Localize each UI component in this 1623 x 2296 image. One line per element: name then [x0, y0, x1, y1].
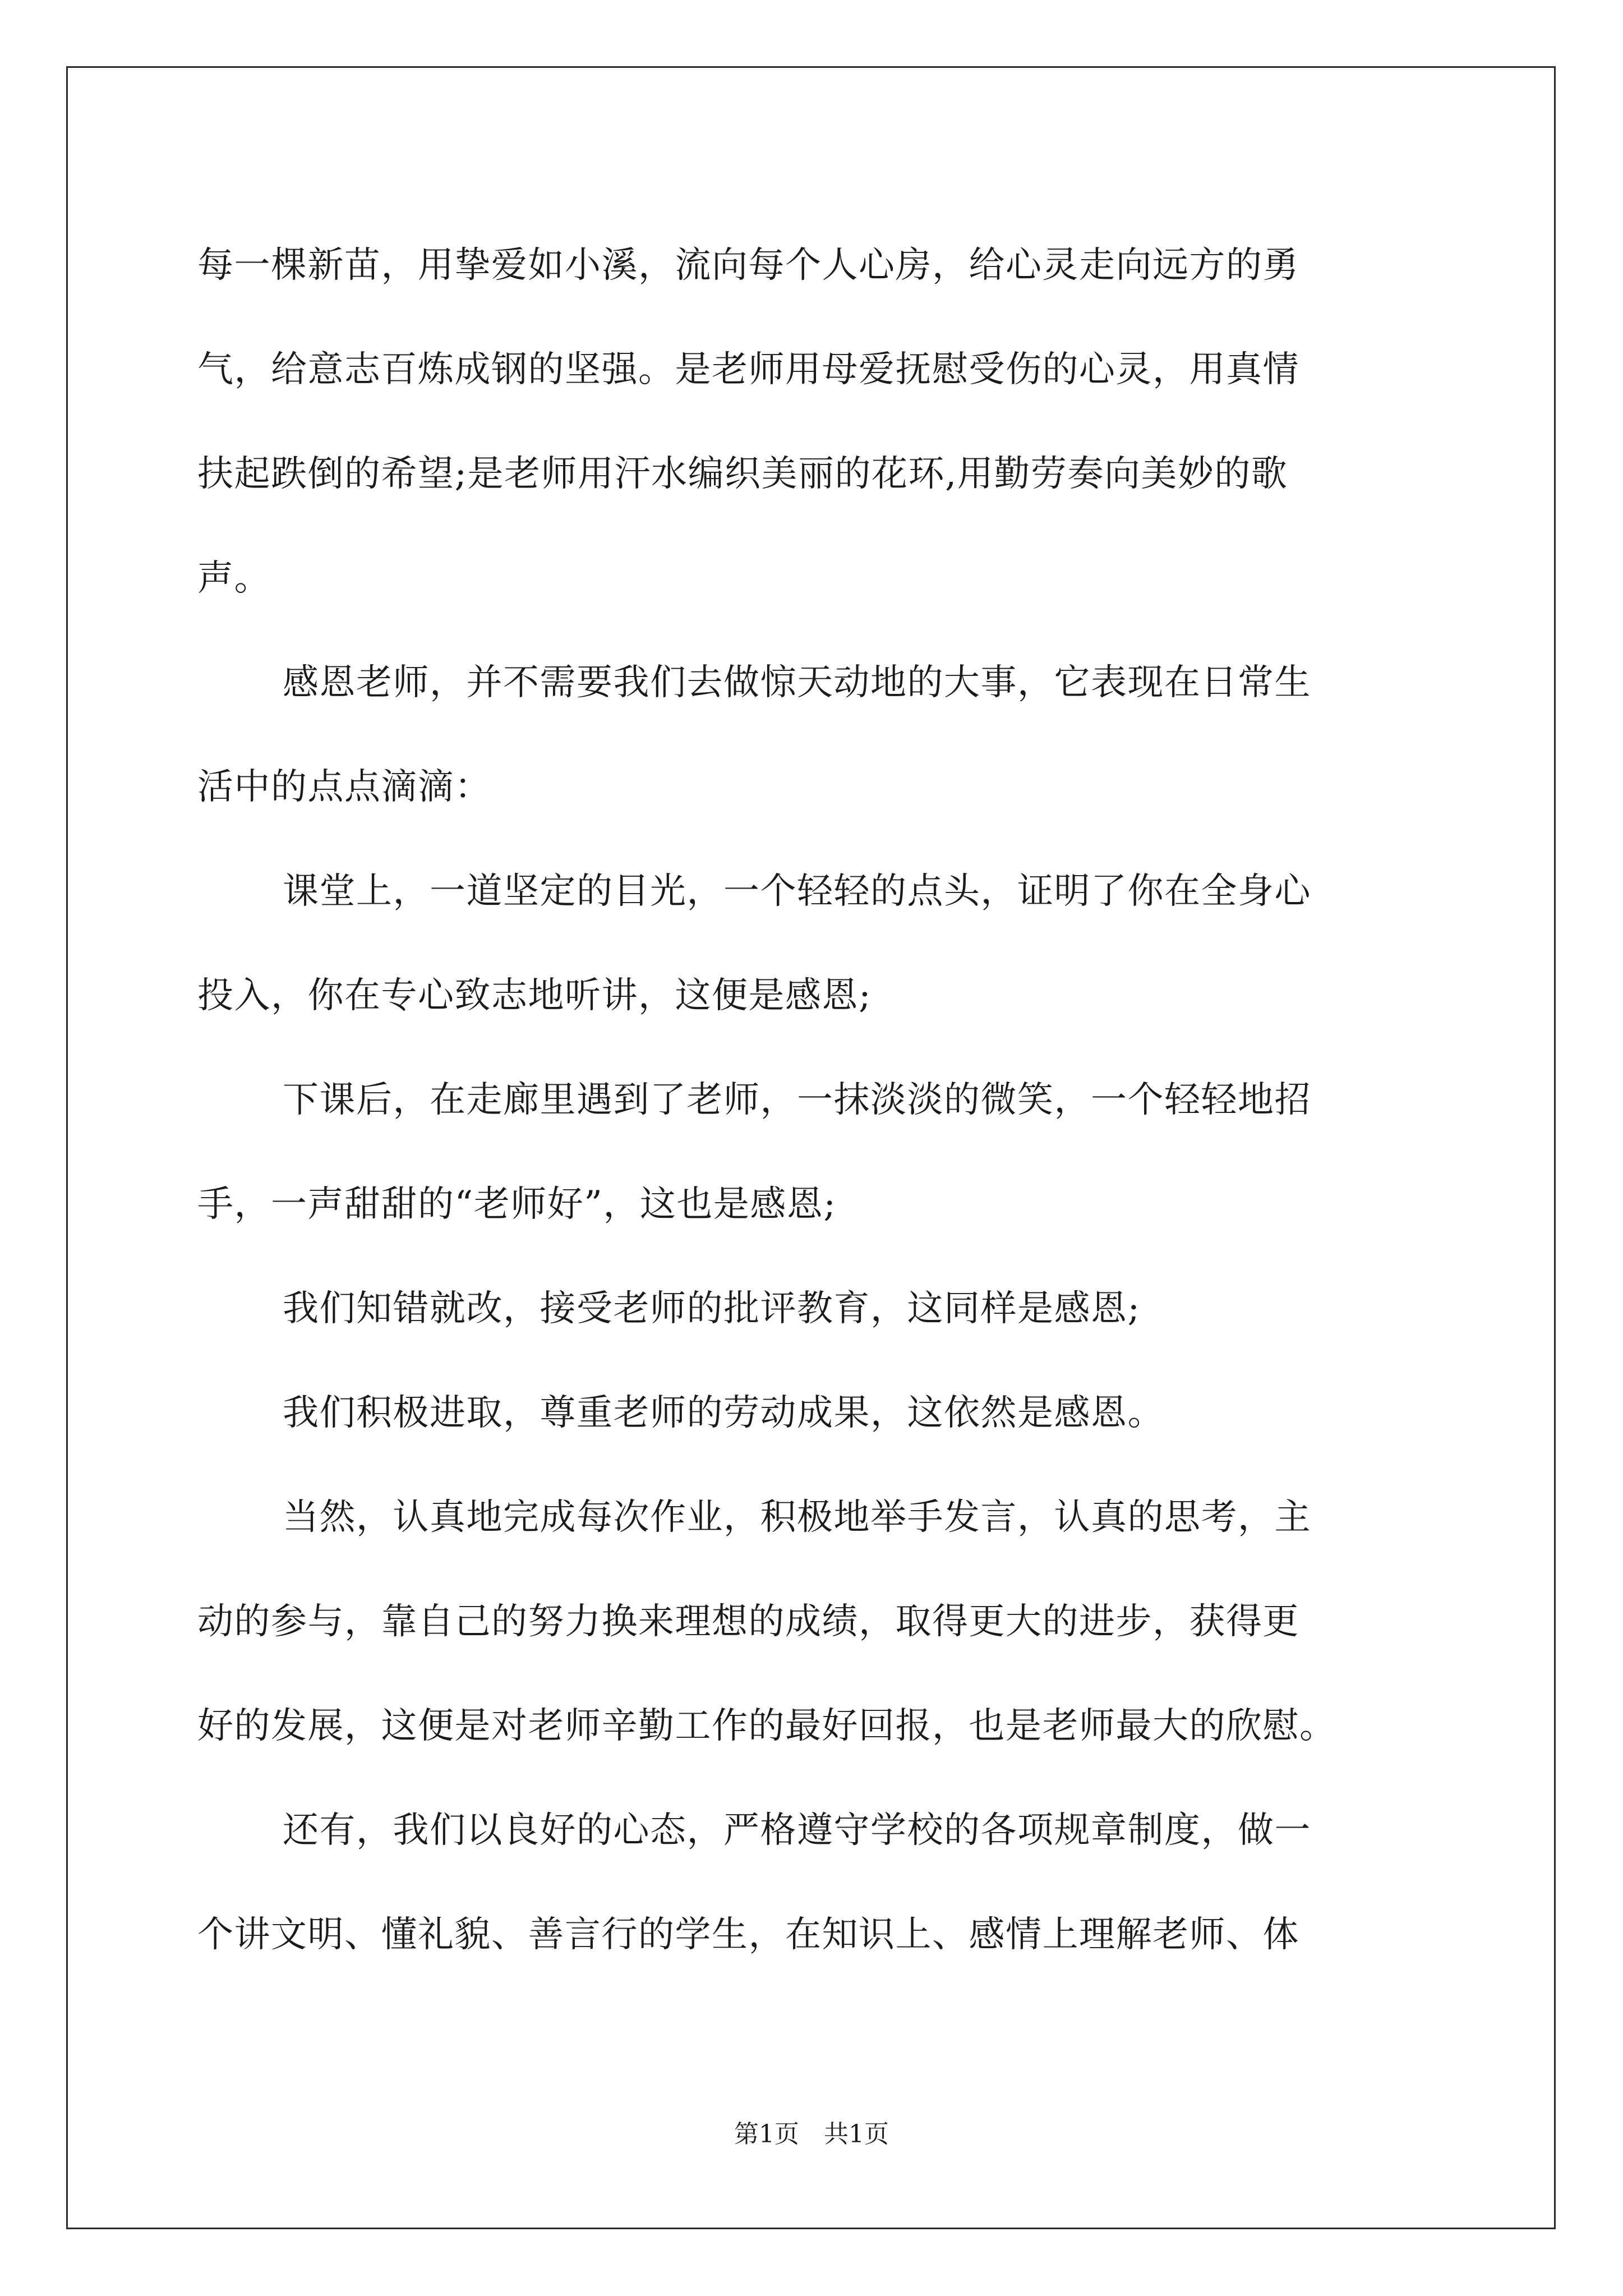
text-line-10: 手，一声甜甜的“老师好”，这也是感恩;	[197, 1184, 837, 1225]
text-line-12: 我们积极进取，尊重老师的劳动成果，这依然是感恩。	[283, 1392, 1164, 1434]
text-line-9: 下课后，在走廊里遇到了老师，一抹淡淡的微笑，一个轻轻地招	[283, 1079, 1311, 1121]
text-line-8: 投入，你在专心致志地听讲，这便是感恩;	[197, 975, 872, 1016]
text-line-15: 好的发展，这便是对老师辛勤工作的最好回报，也是老师最大的欣慰。	[197, 1705, 1336, 1747]
text-line-14: 动的参与，靠自己的努力换来理想的成绩，取得更大的进步，获得更	[197, 1601, 1299, 1642]
text-line-17: 个讲文明、懂礼貌、善言行的学生，在知识上、感情上理解老师、体	[197, 1914, 1299, 1955]
text-line-6: 活中的点点滴滴：	[197, 766, 491, 808]
text-line-1: 每一棵新苗，用挚爱如小溪，流向每个人心房，给心灵走向远方的勇	[197, 245, 1299, 286]
text-line-7: 课堂上，一道坚定的目光，一个轻轻的点头，证明了你在全身心	[283, 871, 1311, 912]
text-line-11: 我们知错就改，接受老师的批评教育，这同样是感恩;	[283, 1288, 1141, 1329]
text-line-5: 感恩老师，并不需要我们去做惊天动地的大事，它表现在日常生	[283, 662, 1311, 703]
text-line-16: 还有，我们以良好的心态，严格遵守学校的各项规章制度，做一	[283, 1810, 1311, 1851]
page-number-footer: 第1页 共1页	[734, 2120, 889, 2148]
text-line-3: 扶起跌倒的希望;是老师用汗水编织美丽的花环,用勤劳奏向美妙的歌	[197, 453, 1288, 495]
document-body	[197, 213, 1431, 1987]
text-line-4: 声。	[197, 558, 271, 599]
text-line-2: 气，给意志百炼成钢的坚强。是老师用母爱抚慰受伤的心灵，用真情	[197, 349, 1299, 390]
text-line-13: 当然，认真地完成每次作业，积极地举手发言，认真的思考，主	[283, 1497, 1311, 1538]
